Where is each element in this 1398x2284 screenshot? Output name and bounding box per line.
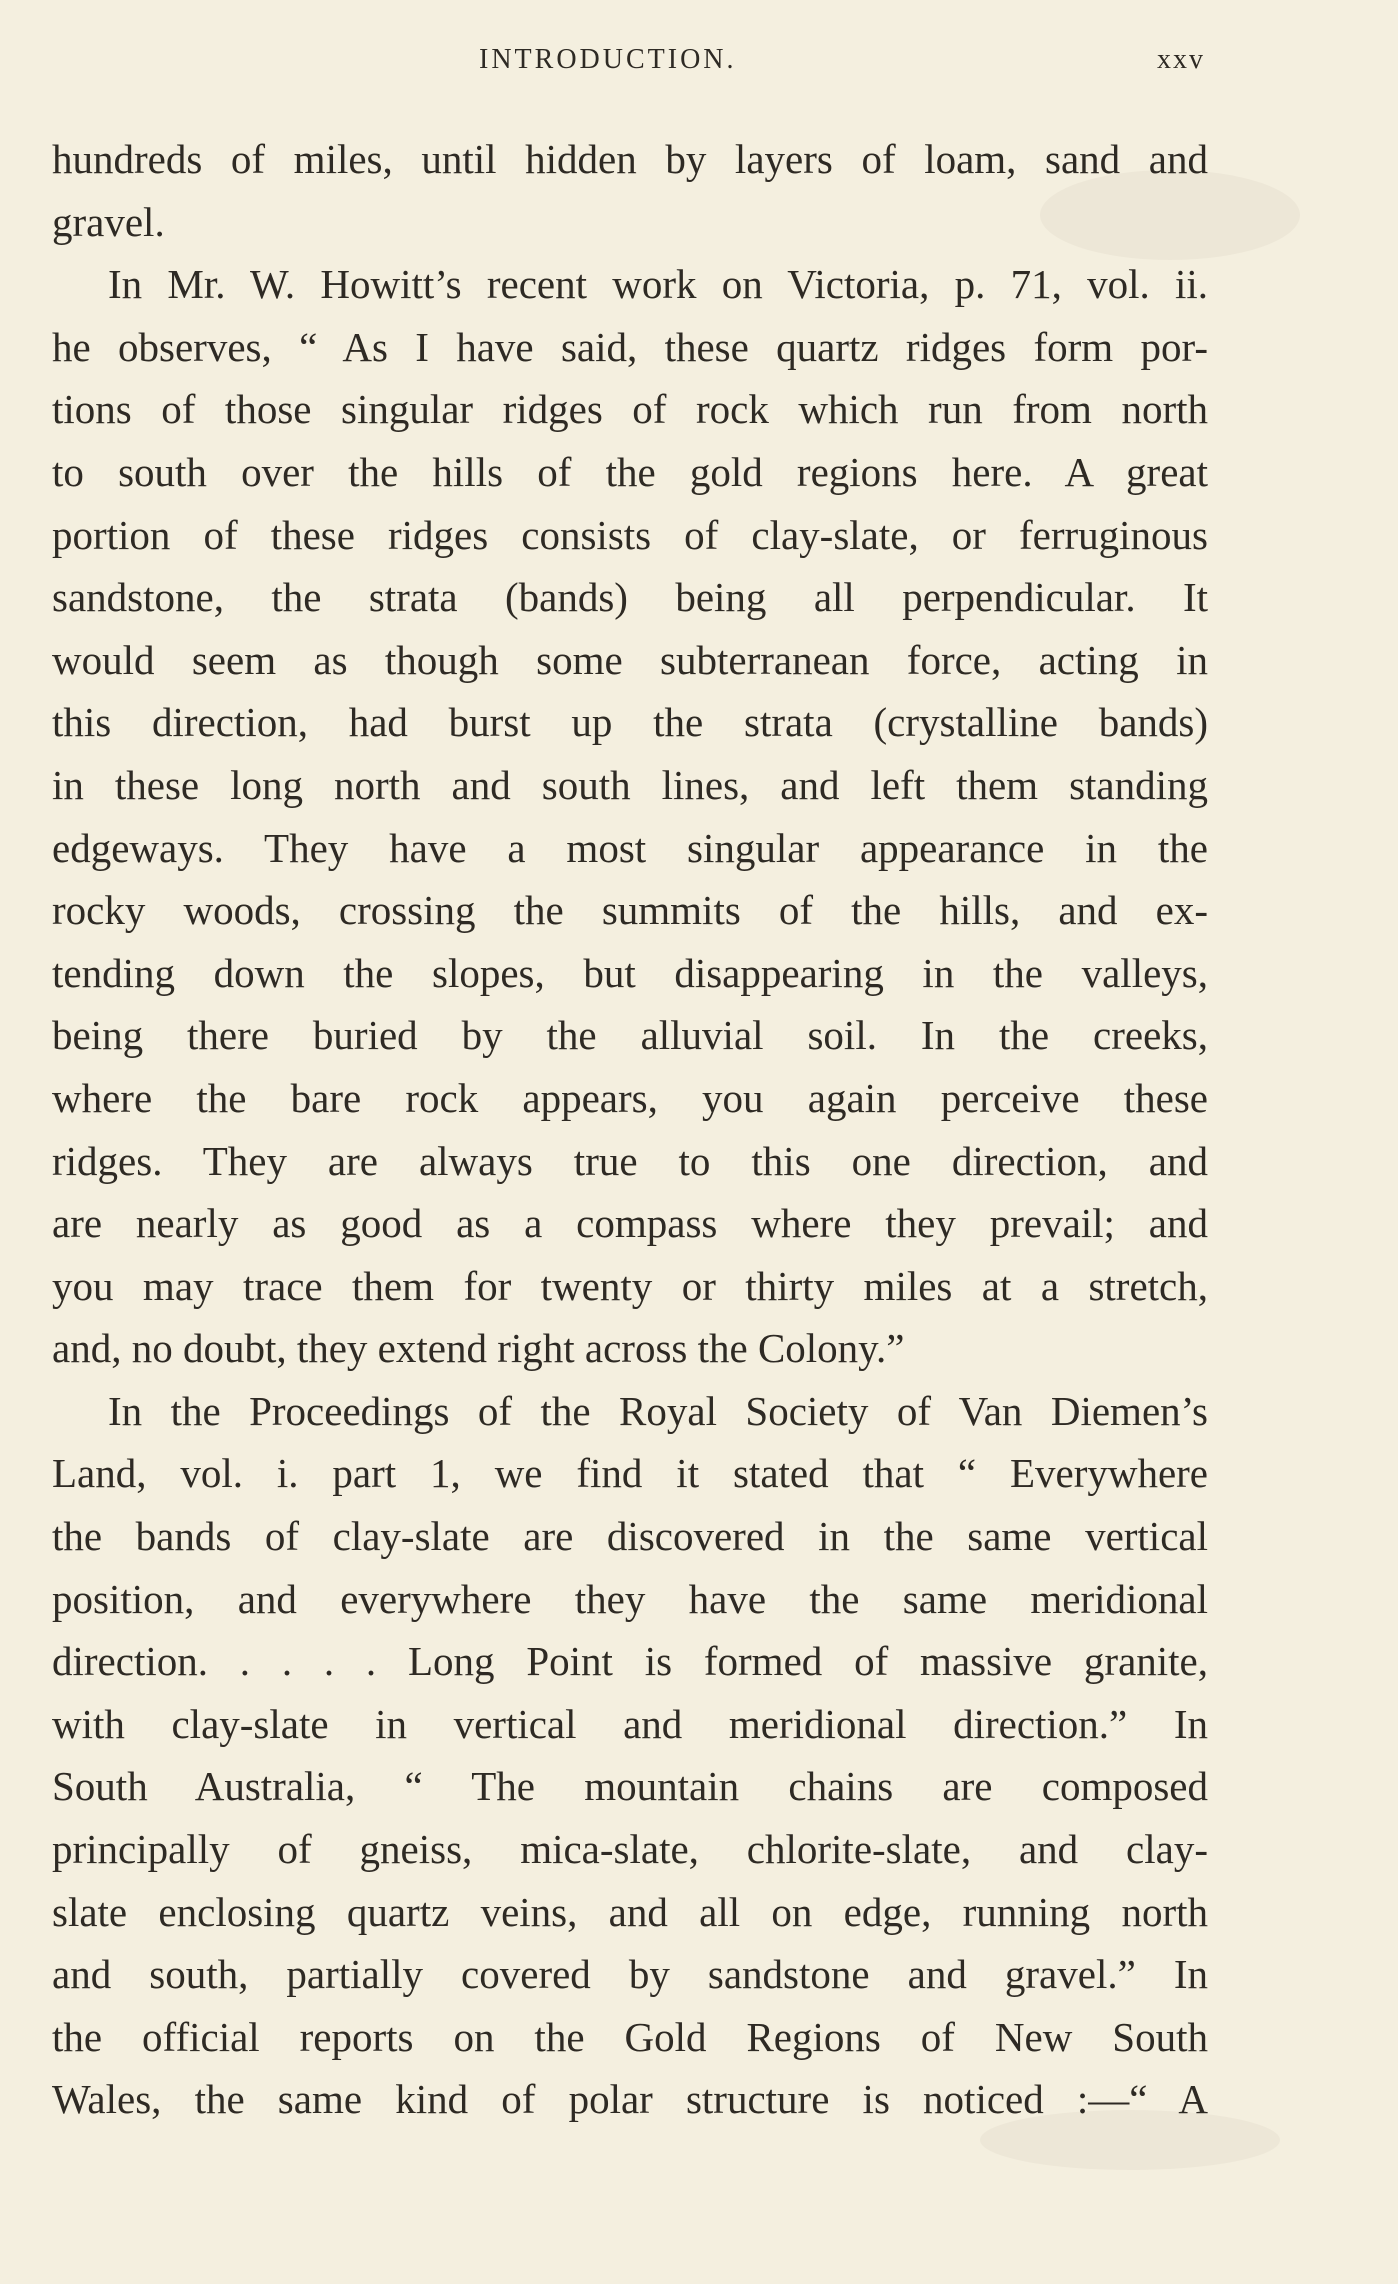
text-line: portion of these ridges consists of clay-slate, or ferruginous	[52, 511, 1208, 558]
text-line: you may trace them for twenty or thirty miles at a stretch,	[52, 1262, 1208, 1309]
body-text	[52, 128, 1208, 2131]
text-line: rocky woods, crossing the summits of the hills, and ex-	[52, 887, 1208, 934]
text-line: edgeways. They have a most singular appearance in the	[52, 824, 1208, 871]
text-line: tending down the slopes, but disappearing in the valleys,	[52, 949, 1208, 996]
text-line: ridges. They are always true to this one direction, and	[52, 1137, 1208, 1184]
text-line: direction. . . . . Long Point is formed of massive granite,	[52, 1638, 1208, 1685]
text-line: position, and everywhere they have the same meridional	[52, 1575, 1208, 1622]
text-line: are nearly as good as a compass where they prevail; and	[52, 1200, 1208, 1247]
text-line: Land, vol. i. part 1, we find it stated that “ Everywhere	[52, 1450, 1208, 1497]
text-line: being there buried by the alluvial soil. In the creeks,	[52, 1012, 1208, 1059]
text-line: slate enclosing quartz veins, and all on edge, running north	[52, 1888, 1208, 1935]
text-line: and, no doubt, they extend right across the Colony.”	[52, 1325, 905, 1372]
text-line: In Mr. W. Howitt’s recent work on Victoria, p. 71, vol. ii.	[108, 261, 1208, 308]
text-line: would seem as though some subterranean force, acting in	[52, 636, 1208, 683]
running-head	[0, 44, 1398, 84]
text-line: the bands of clay-slate are discovered in the same vertical	[52, 1513, 1208, 1560]
text-line: tions of those singular ridges of rock which run from north	[52, 386, 1208, 433]
text-line: hundreds of miles, until hidden by layers of loam, sand and	[52, 136, 1208, 182]
text-line: South Australia, “ The mountain chains are composed	[52, 1763, 1208, 1810]
text-line: sandstone, the strata (bands) being all perpendicular. It	[52, 574, 1208, 621]
text-line: in these long north and south lines, and left them standing	[52, 761, 1208, 808]
text-line: this direction, had burst up the strata (crystalline bands)	[52, 699, 1208, 746]
text-line: where the bare rock appears, you again perceive these	[52, 1074, 1208, 1121]
text-line: the official reports on the Gold Regions of New South	[52, 2013, 1208, 2060]
text-line: he observes, “ As I have said, these quartz ridges form por-	[52, 323, 1208, 370]
running-head-title: INTRODUCTION.	[479, 44, 737, 75]
text-line: principally of gneiss, mica-slate, chlorite-slate, and clay-	[52, 1826, 1208, 1873]
text-line: and south, partially covered by sandstone and gravel.” In	[52, 1951, 1208, 1998]
text-line: to south over the hills of the gold regions here. A great	[52, 448, 1208, 495]
page-number: xxv	[1157, 44, 1205, 75]
text-line: Wales, the same kind of polar structure is noticed :—“ A	[52, 2076, 1208, 2123]
text-line: In the Proceedings of the Royal Society of Van Diemen’s	[108, 1387, 1208, 1434]
text-line: gravel.	[52, 198, 165, 245]
text-line: with clay-slate in vertical and meridional direction.” In	[52, 1700, 1208, 1747]
